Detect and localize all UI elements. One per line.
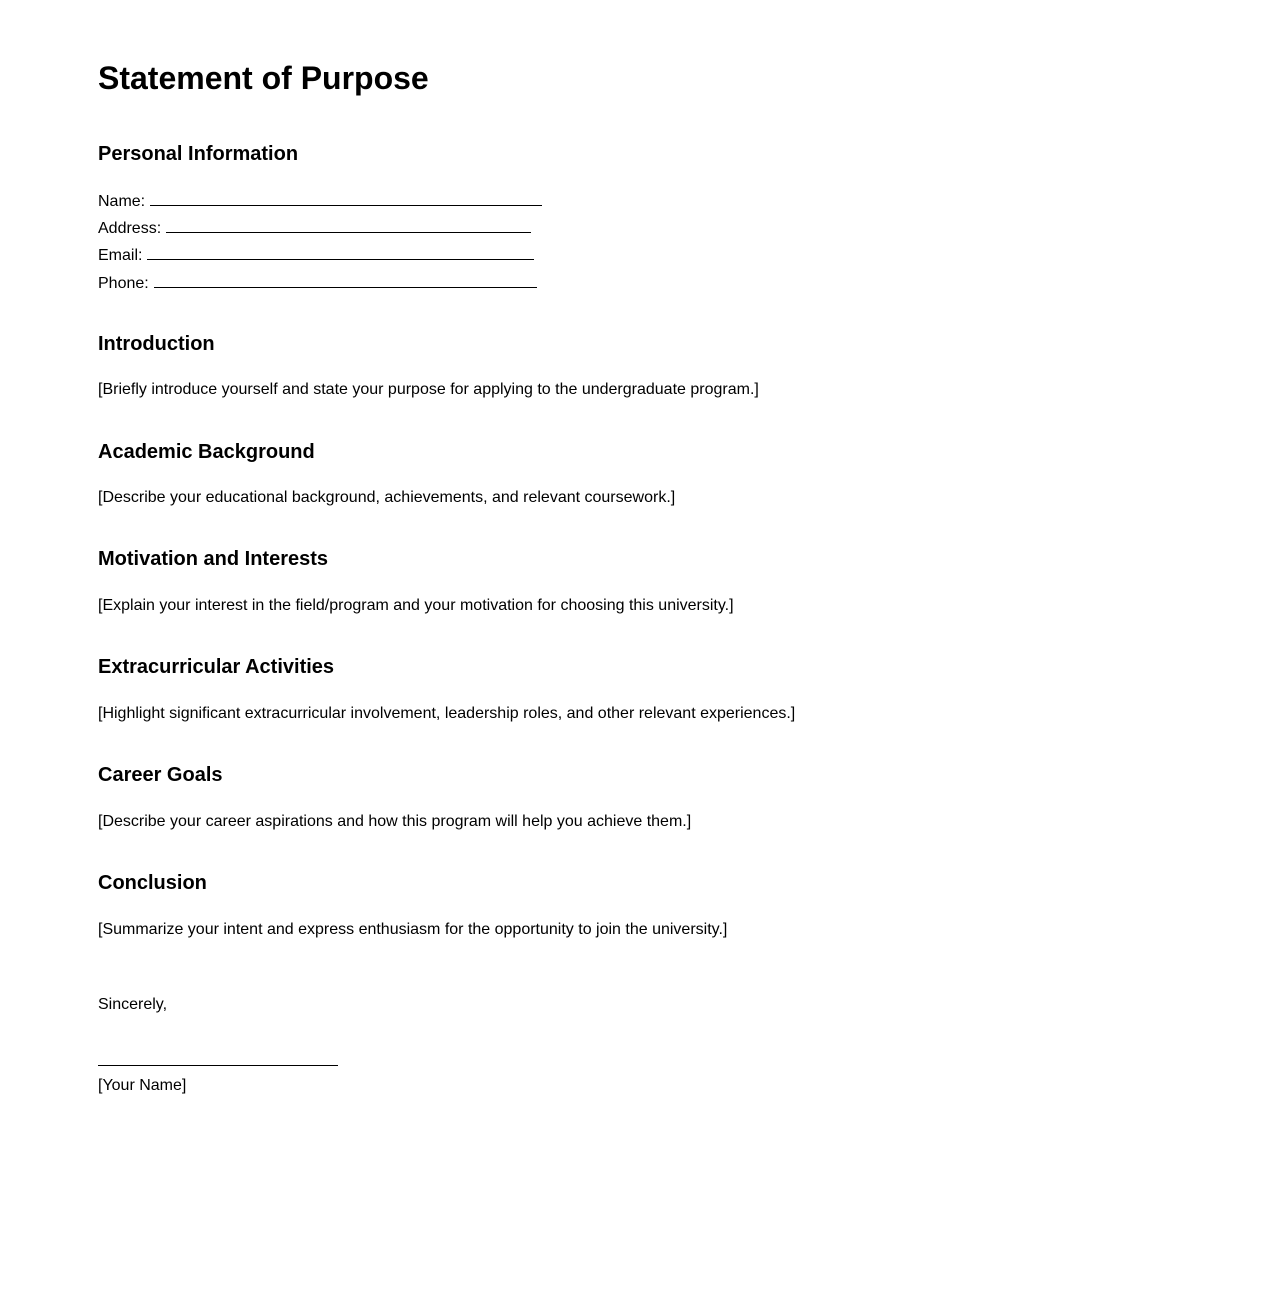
- phone-blank-line[interactable]: [154, 273, 537, 288]
- section-heading-personal-information: Personal Information: [98, 143, 299, 165]
- section-body-introduction: [Briefly introduce yourself and state your purpose for applying to the undergraduate program.]: [98, 381, 759, 398]
- closing-salutation: Sincerely,: [98, 996, 168, 1013]
- section-body-academic-background: [Describe your educational background, achievements, and relevant coursework.]: [98, 489, 676, 506]
- field-email-row: [98, 245, 534, 266]
- section-body-extracurricular-activities: [Highlight significant extracurricular involvement, leadership roles, and other relevant experiences.]: [98, 705, 796, 722]
- field-phone-row: [98, 273, 537, 294]
- address-blank-line[interactable]: [166, 218, 531, 233]
- signature-line[interactable]: [98, 1065, 338, 1066]
- section-heading-extracurricular-activities: Extracurricular Activities: [98, 656, 335, 678]
- page-title: Statement of Purpose: [98, 60, 429, 96]
- field-phone-label: Phone:: [98, 275, 149, 292]
- field-name-row: [98, 191, 542, 212]
- field-address-row: [98, 218, 531, 239]
- section-heading-career-goals: Career Goals: [98, 764, 223, 786]
- section-heading-conclusion: Conclusion: [98, 872, 207, 894]
- section-body-career-goals: [Describe your career aspirations and how this program will help you achieve them.]: [98, 813, 692, 830]
- field-address-label: Address:: [98, 220, 162, 237]
- section-heading-academic-background: Academic Background: [98, 441, 315, 463]
- section-body-motivation-and-interests: [Explain your interest in the field/program and your motivation for choosing this university.]: [98, 597, 734, 614]
- field-email-label: Email:: [98, 247, 143, 264]
- email-blank-line[interactable]: [147, 245, 534, 260]
- field-name-label: Name:: [98, 193, 146, 210]
- name-blank-line[interactable]: [150, 191, 542, 206]
- section-body-conclusion: [Summarize your intent and express enthusiasm for the opportunity to join the university.]: [98, 921, 728, 938]
- signature-name: [Your Name]: [98, 1077, 187, 1094]
- section-heading-motivation-and-interests: Motivation and Interests: [98, 548, 329, 570]
- section-heading-introduction: Introduction: [98, 333, 215, 355]
